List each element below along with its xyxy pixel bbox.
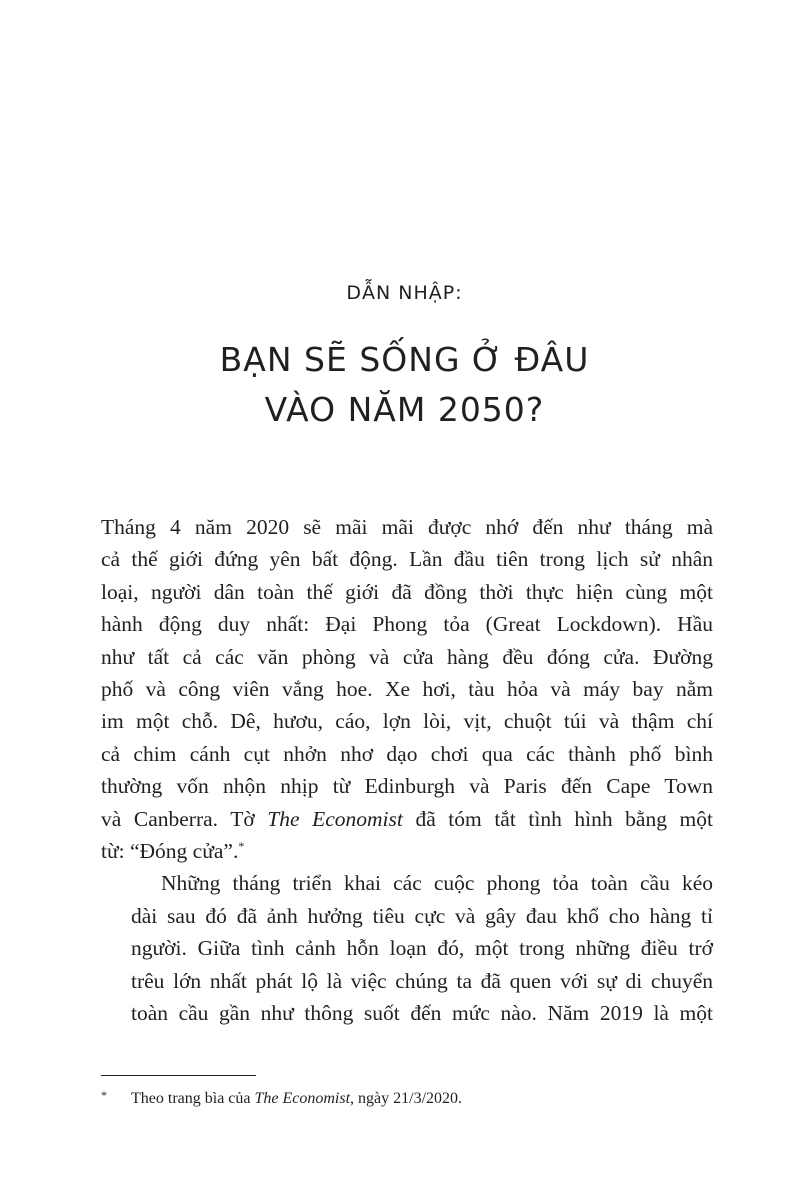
text-line: trêu lớn nhất phát lộ là việc chúng ta đã quen với sự di chuyển [131, 968, 713, 993]
paragraph [101, 511, 713, 867]
text-fragment: đã tóm tắt tình hình bằng một [402, 806, 713, 831]
text-line: người. Giữa tình cảnh hỗn loạn đó, một trong những điều trớ [131, 936, 713, 961]
text-line [101, 835, 713, 867]
text-line: loại, người dân toàn thế giới đã đồng thời thực hiện cùng một [101, 579, 713, 604]
paragraph [101, 867, 713, 1029]
footnote-mark: * [101, 1088, 107, 1102]
publication-name: The Economist [254, 1090, 351, 1107]
footnote [101, 1088, 713, 1108]
publication-name: The Economist [267, 806, 403, 831]
chapter-kicker: DẪN NHẬP: [346, 282, 463, 304]
text-line: thường vốn nhộn nhịp từ Edinburgh và Paris đến Cape Town [101, 774, 713, 799]
chapter-title [0, 335, 809, 435]
text-fragment: từ: “Đóng cửa”. [101, 839, 239, 864]
text-line: dài sau đó đã ảnh hưởng tiêu cực và gây đau khổ cho hàng tỉ [131, 903, 713, 928]
text-line: phố và công viên vắng hoe. Xe hơi, tàu hỏa và máy bay nằm [101, 677, 713, 702]
text-line: như tất cả các văn phòng và cửa hàng đều đóng cửa. Đường [101, 644, 713, 669]
text-fragment: và Canberra. Tờ [101, 806, 268, 831]
chapter-title-line: BẠN SẼ SỐNG Ở ĐÂU [219, 340, 590, 379]
text-line: hành động duy nhất: Đại Phong tỏa (Great Lockdown). Hầu [101, 612, 713, 637]
footnote-text: Theo trang bìa của [131, 1090, 255, 1107]
text-line: Tháng 4 năm 2020 sẽ mãi mãi được nhớ đến như tháng mà [101, 515, 713, 539]
body-text [101, 511, 713, 1030]
text-line: Những tháng triển khai các cuộc phong tỏa toàn cầu kéo [161, 871, 713, 896]
text-line: im một chỗ. Dê, hươu, cáo, lợn lòi, vịt, chuột túi và thậm chí [101, 709, 713, 734]
text-line: toàn cầu gần như thông suốt đến mức nào. Năm 2019 là một [131, 1001, 713, 1026]
footnote-divider [101, 1075, 256, 1076]
footnote-reference[interactable]: * [238, 839, 245, 854]
text-line: cả chim cánh cụt nhởn nhơ dạo chơi qua các thành phố bình [101, 741, 713, 766]
text-line [101, 803, 713, 835]
chapter-title-line: VÀO NĂM 2050? [264, 390, 545, 429]
footnote-text: , ngày 21/3/2020. [350, 1090, 463, 1107]
text-line: cả thế giới đứng yên bất động. Lần đầu tiên trong lịch sử nhân [101, 547, 713, 572]
